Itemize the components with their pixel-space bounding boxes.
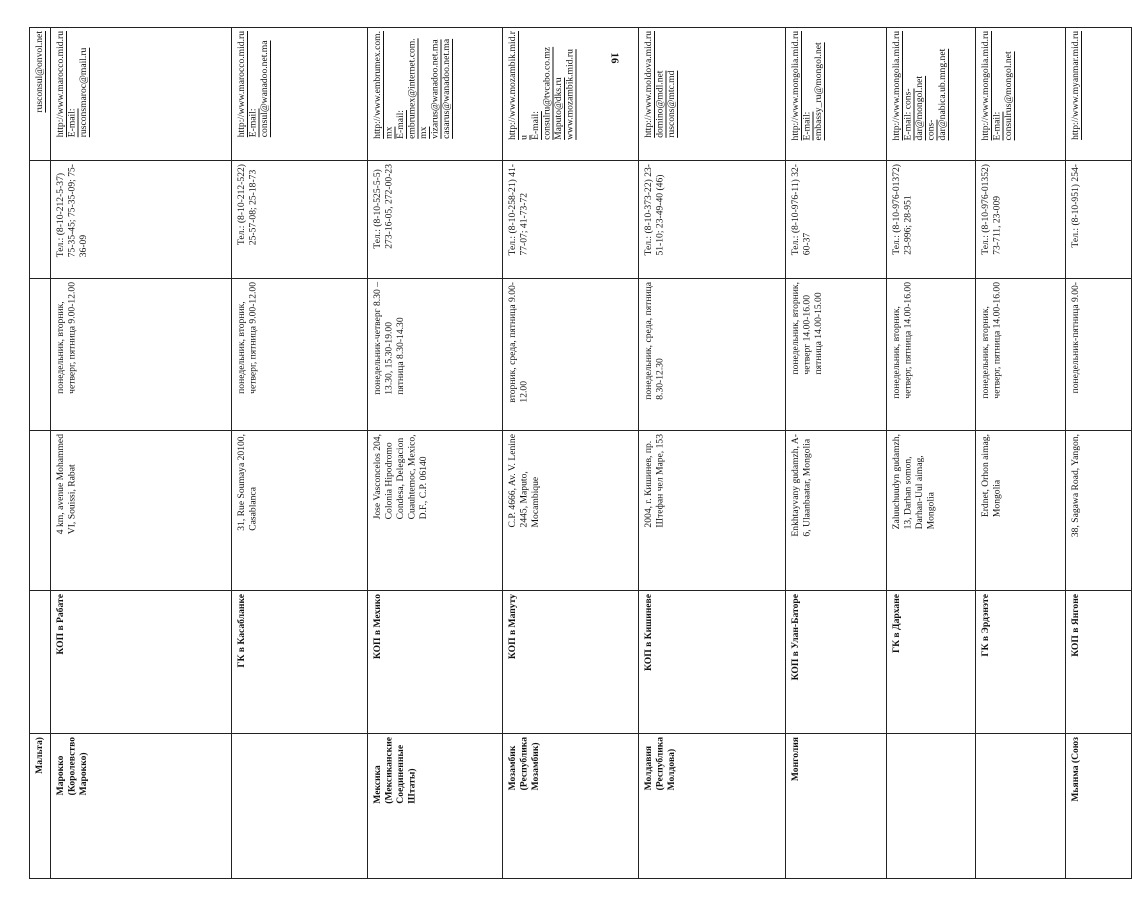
phone-cell-erdenet: Тел.: (8-10-976-01352) 73-711, 23-009 xyxy=(976,161,1066,279)
web-cell-erdenet: http://www.mongolia.mid.ru E-mail: consulrus@mongol.net xyxy=(976,28,1066,161)
phone-cell-chisinau: Тел.: (8-10-373-22) 23- 51-10; 23-49-40 (46) xyxy=(638,161,785,279)
phone-cell-mexico: Тел.: (8-10-525-5-5) 273-16-05, 272-00-23 xyxy=(367,161,503,279)
office-cell-erdenet: ГК в Эрдэнэте xyxy=(976,591,1066,734)
address-cell-casablanca: 31, Rue Soumaya 20100, Casablanca xyxy=(232,431,368,591)
address-cell-ulaanbaatar: Enkhtayvany gudamzh, A- 6, Ulaanbaatar, Mongolia xyxy=(785,431,886,591)
office-cell-malta xyxy=(30,591,51,734)
phone-cell-darkhan: Тел.: (8-10-976-01372) 23-996; 28-951 xyxy=(886,161,976,279)
office-cell-ulaanbaatar: КОП в Улан-Баторе xyxy=(785,591,886,734)
web-cell-yangon: http://www.myanmar.mid.ru xyxy=(1065,28,1132,161)
address-cell-yangon: 38, Sagawa Road, Yangon, xyxy=(1065,431,1132,591)
office-cell-rabat: КОП в Рабате xyxy=(50,591,232,734)
country-cell-myanmar: Мьянма (Союз xyxy=(1065,734,1132,879)
address-cell-darkhan: Zaluuchuudyn gudamzh, 13, Darhan somon, Darhan-Uul aimag, Mongolia xyxy=(886,431,976,591)
hours-cell-yangon: понедельник-пятница 9.00- xyxy=(1065,279,1132,431)
phone-cell-rabat: Тел.: (8-10-212-5-37) 75-35-45; 75-35-09; 75- 36-09 xyxy=(50,161,232,279)
web-cell-maputo: http://www.mozambik.mid.r u E-mail: consulru@tvcabo.co.mz Maputo@dks.ru www.mozambik.mid.ru xyxy=(503,28,639,161)
hours-cell-rabat: понедельник, вторник, четверг, пятница 9.00-12.00 xyxy=(50,279,232,431)
country-cell-mongolia: Монголия xyxy=(785,734,886,879)
country-cell-morocco-cont xyxy=(232,734,368,879)
office-cell-chisinau: КОП в Кишиневе xyxy=(638,591,785,734)
phone-cell-yangon: Тел.: (8-10-951) 254- xyxy=(1065,161,1132,279)
web-cell-ulaanbaatar: http://www.mongolia.mid.ru E-mail: embassy_ru@mongol.net xyxy=(785,28,886,161)
web-cell-rabat: http://www.marocco.mid.ru E-mail: rusconsmaroc@mail.ru xyxy=(50,28,232,161)
office-cell-mexico: КОП в Мехико xyxy=(367,591,503,734)
hours-cell-casablanca: понедельник, вторник, четверг, пятница 9.00-12.00 xyxy=(232,279,368,431)
phone-cell-maputo: Тел.: (8-10-258-21) 41- 77-07; 41-73-72 xyxy=(503,161,639,279)
office-cell-yangon: КОП в Янгоне xyxy=(1065,591,1132,734)
country-cell-morocco: Марокко (Королевство Марокко) xyxy=(50,734,232,879)
web-cell-malta: rusconsul@onvol.net xyxy=(30,28,51,161)
address-cell-maputo: C.P. 4666, Av. V. Lenine 2445, Maputo, Mocambique xyxy=(503,431,639,591)
hours-cell-ulaanbaatar: понедельник, вторник, четверг 14.00-16.00 пятница 14.00-15.00 xyxy=(785,279,886,431)
address-cell-mexico: Jose Vasconcelos 204, Colonia Hipodromo Condesa, Delegacion Cuauhtemoc, Mexico, D.F., C.P. 06140 xyxy=(367,431,503,591)
web-cell-casablanca: http://www.marocco.mid.ru E-mail: consul@wanadoo.net.ma xyxy=(232,28,368,161)
address-cell-rabat: 4 km, avenue Mohammed VI, Souissi, Rabat xyxy=(50,431,232,591)
country-cell-mozambique: Мозамбик (Республика Мозамбик) xyxy=(503,734,639,879)
office-cell-casablanca: ГК в Касабланке xyxy=(232,591,368,734)
hours-cell-chisinau: понедельник, среда, пятница 8.30-12.30 xyxy=(638,279,785,431)
web-cell-darkhan: http://www.mongolia.mid.ru E-mail: cons- dar@mongol.net cons- dar@nabica.ub.mng.net xyxy=(886,28,976,161)
phone-cell-casablanca: Тел.: (8-10-212-522) 25-57-08; 25-18-73 xyxy=(232,161,368,279)
country-cell-moldova: Молдавия (Республика Молдова) xyxy=(638,734,785,879)
office-cell-maputo: КОП в Мапуту xyxy=(503,591,639,734)
page-number: 16 xyxy=(608,52,621,64)
hours-cell-mexico: понедельник-четверг 8.30 – 13.30, 15.30-19.00 пятница 8.30-14.30 xyxy=(367,279,503,431)
web-cell-mexico: http://www.embrumex.com. mx E-mail: embrumex@internet.com. mx vizarus@wanadoo.net.ma casarus@wanadoo.net.ma xyxy=(367,28,503,161)
country-cell-mongolia-cont-1 xyxy=(886,734,976,879)
hours-cell-maputo: вторник, среда, пятница 9.00- 12.00 xyxy=(503,279,639,431)
country-cell-malta: Мальта) xyxy=(30,734,51,879)
phone-cell-malta xyxy=(30,161,51,279)
address-cell-malta xyxy=(30,431,51,591)
hours-cell-darkhan: понедельник, вторник, четверг, пятница 14.00-16.00 xyxy=(886,279,976,431)
consulates-table xyxy=(29,27,1132,879)
hours-cell-malta xyxy=(30,279,51,431)
address-cell-chisinau: 2004, г. Кишинев, пр. Штефан чел Маре, 153 xyxy=(638,431,785,591)
country-cell-mexico: Мексика (Мексиканские Соединенные Штаты) xyxy=(367,734,503,879)
address-cell-erdenet: Erdnet, Orhon aimag, Mongolia xyxy=(976,431,1066,591)
office-cell-darkhan: ГК в Дархане xyxy=(886,591,976,734)
phone-cell-ulaanbaatar: Тел.: (8-10-976-11) 32- 60-37 xyxy=(785,161,886,279)
hours-cell-erdenet: понедельник, вторник, четверг, пятница 14.00-16.00 xyxy=(976,279,1066,431)
country-cell-mongolia-cont-2 xyxy=(976,734,1066,879)
web-cell-chisinau: http://www.moldova.mid.ru domino@mdl.net ruscons@mtc.md xyxy=(638,28,785,161)
